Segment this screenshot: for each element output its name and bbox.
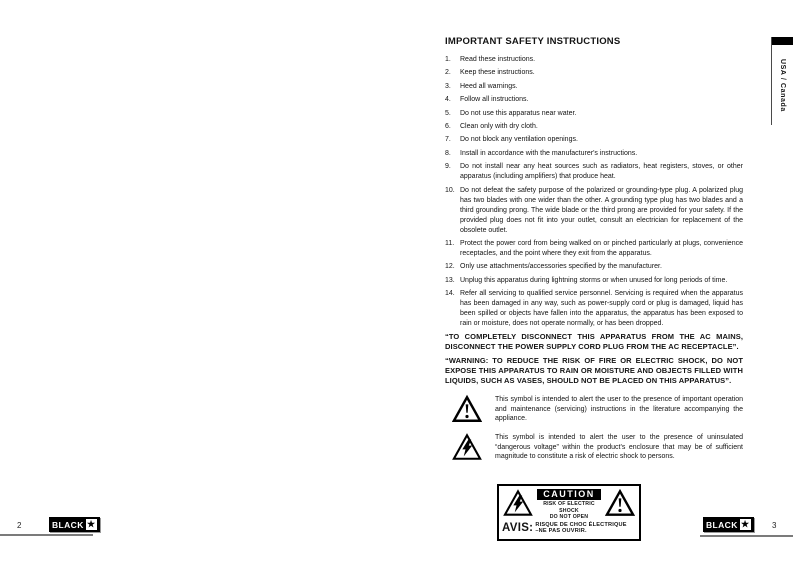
avis-line-2: –NE PAS OUVRIR. bbox=[535, 528, 587, 534]
item-text: Do not defeat the safety purpose of the polarized or grounding-type plug. A polarized plug has two blades with one wider than the other. A grounding type plug has two blades and a third grounding prong. The wide blade or the third prong are provided for your safety. If the provided plug does not fit into your outlet, consult an electrician for replacement of the obsolete outlet. bbox=[460, 186, 743, 234]
item-text: Install in accordance with the manufacturer's instructions. bbox=[460, 149, 638, 157]
region-tab-usa-canada bbox=[771, 37, 793, 125]
item-text: Do not use this apparatus near water. bbox=[460, 109, 577, 117]
instruction-item bbox=[445, 289, 743, 329]
lightning-triangle-icon bbox=[503, 489, 533, 517]
tab-black-bar bbox=[772, 37, 793, 45]
caution-line: DO NOT OPEN bbox=[549, 514, 589, 520]
instruction-item bbox=[445, 262, 743, 272]
caution-box bbox=[497, 484, 641, 541]
footer-rule-left bbox=[0, 534, 93, 536]
item-number: 4. bbox=[445, 96, 451, 104]
item-text: Read these instructions. bbox=[460, 56, 536, 63]
item-text: Heed all warnings. bbox=[460, 82, 518, 90]
instruction-item bbox=[445, 68, 743, 78]
page-title: IMPORTANT SAFETY INSTRUCTIONS bbox=[445, 36, 621, 47]
symbol-note-servicing bbox=[445, 394, 743, 424]
instruction-item bbox=[445, 82, 743, 92]
page-number-right: 3 bbox=[772, 521, 777, 530]
safety-instructions-column bbox=[445, 36, 743, 470]
item-number: 9. bbox=[445, 163, 451, 171]
item-text: Do not install near any heat sources such as radiators, heat registers, stoves, or other apparatus (including amplifiers) that produce heat. bbox=[460, 163, 743, 181]
item-number: 13. bbox=[445, 276, 455, 284]
item-number: 3. bbox=[445, 82, 451, 90]
instruction-item bbox=[445, 239, 743, 259]
caution-text-block bbox=[533, 489, 605, 521]
caution-banner: CAUTION bbox=[537, 489, 601, 500]
black-badge-right bbox=[703, 517, 754, 532]
symbol-note-voltage bbox=[445, 432, 743, 462]
disconnect-warning: “TO COMPLETELY DISCONNECT THIS APPARATUS FROM THE AC MAINS, DISCONNECT THE POWER SUPPLY CORD PLUG FROM THE AC RECEPTACLE”. bbox=[445, 332, 743, 352]
item-text: Unplug this apparatus during lightning storms or when unused for long periods of time. bbox=[460, 276, 728, 284]
item-text: Refer all servicing to qualified service personnel. Servicing is required when the apparatus has been damaged in any way, such as power-supply cord or plug is damaged, liquid has been spilled or objects have fallen into the apparatus, the apparatus has been exposed to rain or moisture, does not operate normally, or has been dropped. bbox=[460, 290, 743, 328]
caution-box-top bbox=[499, 486, 639, 521]
instruction-item bbox=[445, 276, 743, 286]
item-number: 7. bbox=[445, 136, 451, 144]
item-number: 6. bbox=[445, 122, 451, 130]
star-icon: ★ bbox=[741, 519, 750, 529]
item-text: Clean only with dry cloth. bbox=[460, 122, 538, 130]
item-number: 10. bbox=[445, 186, 455, 194]
item-number: 1. bbox=[445, 56, 451, 63]
instruction-item bbox=[445, 186, 743, 236]
instruction-item bbox=[445, 109, 743, 119]
avis-text bbox=[535, 522, 626, 535]
instruction-item bbox=[445, 149, 743, 159]
black-badge-left bbox=[49, 517, 100, 532]
item-number: 14. bbox=[445, 290, 455, 298]
item-number: 8. bbox=[445, 149, 451, 157]
instruction-item bbox=[445, 162, 743, 182]
item-text: Follow all instructions. bbox=[460, 96, 529, 104]
instruction-item bbox=[445, 55, 743, 65]
avis-row bbox=[499, 521, 639, 535]
item-number: 5. bbox=[445, 109, 451, 117]
instruction-item bbox=[445, 135, 743, 145]
fire-shock-warning: “WARNING: TO REDUCE THE RISK OF FIRE OR ELECTRIC SHOCK, DO NOT EXPOSE THIS APPARATUS TO RAIN OR MOISTURE AND OBJECTS FILLED WITH LIQUIDS, SUCH AS VASES, SHOULD NOT BE PLACED ON THIS APPARATUS”. bbox=[445, 356, 743, 386]
symbol-note-text: This symbol is intended to alert the user to the presence of uninsulated “dangerous voltage” within the product's enclosure that may be of sufficient magnitude to constitute a risk of electric shock to persons. bbox=[495, 434, 743, 461]
item-number: 2. bbox=[445, 69, 451, 77]
tab-label: USA / Canada bbox=[779, 59, 786, 112]
footer-rule-right bbox=[700, 535, 793, 537]
avis-label: AVIS: bbox=[502, 522, 534, 534]
symbol-note-text: This symbol is intended to alert the user to the presence of important operation and maintenance (servicing) instructions in the literature accompanying the appliance. bbox=[495, 396, 743, 423]
item-number: 12. bbox=[445, 263, 455, 271]
caution-line: RISK OF ELECTRIC SHOCK bbox=[543, 501, 595, 514]
brand-label: BLACK bbox=[52, 519, 84, 530]
item-number: 11. bbox=[445, 239, 455, 247]
instruction-item bbox=[445, 95, 743, 105]
instruction-item bbox=[445, 122, 743, 132]
item-text: Do not block any ventilation openings. bbox=[460, 136, 578, 144]
brand-label: BLACK bbox=[706, 519, 738, 530]
item-text: Only use attachments/accessories specified by the manufacturer. bbox=[460, 263, 662, 271]
exclamation-triangle-icon bbox=[605, 489, 635, 517]
item-text: Protect the power cord from being walked on or pinched particularly at plugs, convenience receptacles, and the point where they exit from the apparatus. bbox=[460, 239, 743, 257]
exclamation-triangle-icon bbox=[452, 394, 482, 424]
page-number-left: 2 bbox=[17, 521, 22, 530]
lightning-triangle-icon bbox=[452, 432, 482, 462]
item-text: Keep these instructions. bbox=[460, 69, 535, 77]
avis-line-1: RISQUE DE CHOC ÉLECTRIQUE bbox=[535, 521, 627, 528]
star-icon: ★ bbox=[87, 519, 96, 529]
